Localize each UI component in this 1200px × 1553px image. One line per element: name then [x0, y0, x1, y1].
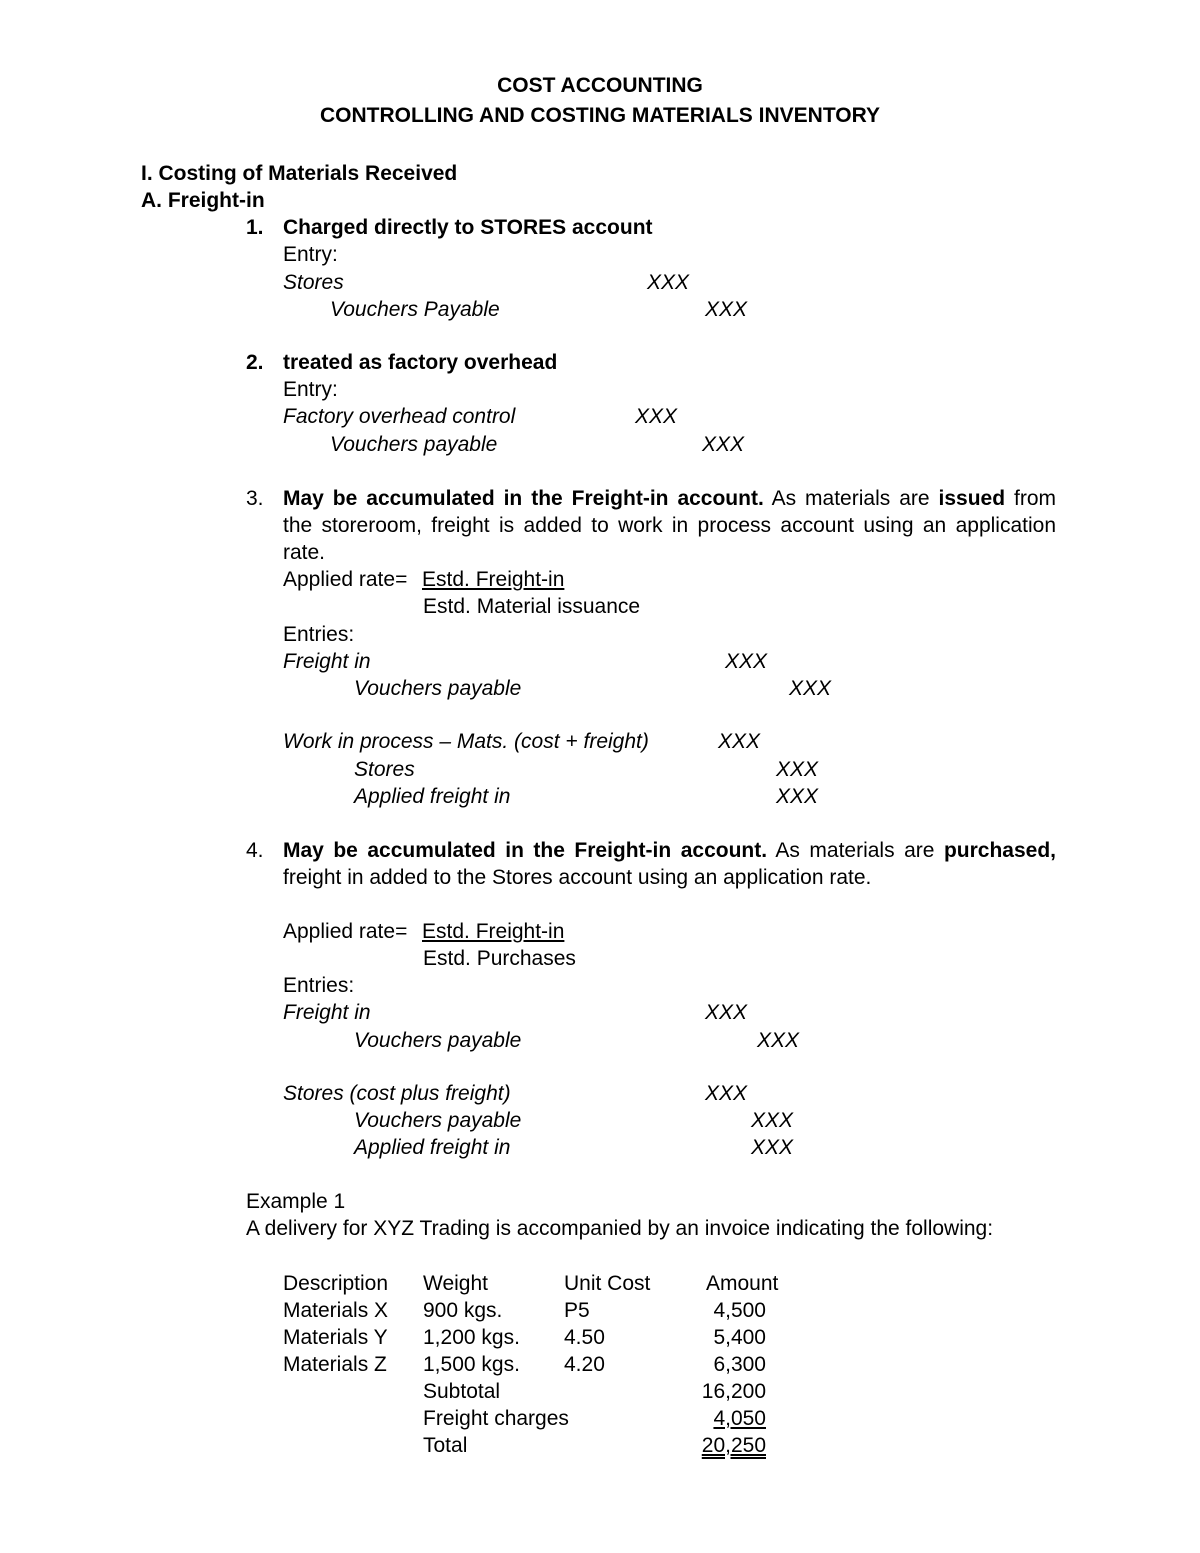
table-header-unit-cost: Unit Cost: [564, 1272, 651, 1295]
item3-rate-numerator: Estd. Freight-in: [422, 568, 565, 591]
table-cell: 5,400: [713, 1326, 766, 1349]
item3-e2-debit-account: Work in process – Mats. (cost + freight): [283, 730, 649, 753]
item4-e1-debit-amount: XXX: [705, 1001, 748, 1024]
item4-e2-credit2-amount: XXX: [751, 1136, 794, 1159]
item3-e1-debit-amount: XXX: [725, 650, 768, 673]
table-cell: P5: [564, 1299, 590, 1322]
table-cell: Materials Z: [283, 1353, 387, 1376]
item4-rate-label: Applied rate=: [283, 920, 408, 943]
table-header-amount: Amount: [706, 1272, 779, 1295]
item2-entry-label: Entry:: [283, 378, 338, 401]
item3-e2-credit1-account: Stores: [354, 758, 415, 781]
section-i-heading: I. Costing of Materials Received: [141, 162, 458, 185]
item3-e2-credit2-account: Applied freight in: [354, 785, 511, 808]
document-subtitle: CONTROLLING AND COSTING MATERIALS INVENTORY: [320, 104, 880, 127]
item1-credit-account: Vouchers Payable: [330, 298, 500, 321]
item3-rate-denominator: Estd. Material issuance: [423, 595, 641, 618]
item2-debit-amount: XXX: [635, 405, 678, 428]
item1-heading: Charged directly to STORES account: [283, 216, 653, 239]
table-cell: 4,500: [713, 1299, 766, 1322]
item3-e2-credit1-amount: XXX: [776, 758, 819, 781]
table-cell: 6,300: [713, 1353, 766, 1376]
section-a-heading: A. Freight-in: [141, 189, 265, 212]
item4-rate-denominator: Estd. Purchases: [423, 947, 576, 970]
item2-credit-account: Vouchers payable: [330, 433, 498, 456]
total-value: [666, 1432, 766, 1459]
item3-e2-debit-amount: XXX: [718, 730, 761, 753]
item3-bold-lead: May be accumulated in the Freight-in account.: [283, 487, 764, 510]
subtotal-label: Subtotal: [423, 1380, 501, 1403]
item3-text-a: As materials are: [763, 487, 939, 510]
item3-bold-issued: issued: [938, 487, 1006, 510]
freight-charges-amount: 4,050: [713, 1407, 766, 1430]
item4-text-a: As materials are: [767, 839, 944, 862]
item4-e2-debit-account: Stores (cost plus freight): [283, 1082, 511, 1105]
item1-entry-label: Entry:: [283, 243, 338, 266]
item2-number: 2.: [246, 351, 264, 374]
document-title: COST ACCOUNTING: [497, 74, 703, 97]
item3-e1-credit-account: Vouchers payable: [354, 677, 522, 700]
item3-e1-debit-account: Freight in: [283, 650, 371, 673]
item4-number: 4.: [246, 839, 264, 862]
item3-e2-credit2-amount: XXX: [776, 785, 819, 808]
table-cell: 4.50: [564, 1326, 605, 1349]
table-cell: 1,200 kgs.: [423, 1326, 520, 1349]
freight-charges-label: Freight charges: [423, 1407, 569, 1430]
item2-debit-account: Factory overhead control: [283, 405, 516, 428]
item3-rate-label: Applied rate=: [283, 568, 408, 591]
table-cell: 900 kgs.: [423, 1299, 503, 1322]
item1-credit-amount: XXX: [705, 298, 748, 321]
table-cell: 4.20: [564, 1353, 605, 1376]
table-header-description: Description: [283, 1272, 389, 1295]
item3-paragraph: [283, 485, 1056, 566]
freight-charges-value: [666, 1405, 766, 1432]
item4-rate-numerator: Estd. Freight-in: [422, 920, 565, 943]
item4-entries-label: Entries:: [283, 974, 355, 997]
item1-number: 1.: [246, 216, 264, 239]
item4-e2-credit2-account: Applied freight in: [354, 1136, 511, 1159]
table-cell: Materials X: [283, 1299, 389, 1322]
table-cell: Materials Y: [283, 1326, 388, 1349]
item1-debit-amount: XXX: [647, 271, 690, 294]
item4-e2-credit1-account: Vouchers payable: [354, 1109, 522, 1132]
table-header-weight: Weight: [423, 1272, 488, 1295]
item2-credit-amount: XXX: [702, 433, 745, 456]
item4-paragraph: [283, 837, 1056, 891]
example-label: Example 1: [246, 1190, 346, 1213]
item4-e1-credit-account: Vouchers payable: [354, 1029, 522, 1052]
item4-e1-debit-account: Freight in: [283, 1001, 371, 1024]
item4-bold-lead: May be accumulated in the Freight-in account.: [283, 839, 768, 862]
item2-heading: treated as factory overhead: [283, 351, 558, 374]
total-amount: 20,250: [701, 1434, 766, 1457]
example-intro: A delivery for XYZ Trading is accompanied by an invoice indicating the following:: [246, 1217, 994, 1240]
item4-e2-credit1-amount: XXX: [751, 1109, 794, 1132]
item3-e1-credit-amount: XXX: [789, 677, 832, 700]
item3-entries-label: Entries:: [283, 623, 355, 646]
subtotal-value: 16,200: [701, 1380, 766, 1403]
table-cell: 1,500 kgs.: [423, 1353, 520, 1376]
item4-e2-debit-amount: XXX: [705, 1082, 748, 1105]
item3-number: 3.: [246, 487, 264, 510]
item4-text-b: freight in added to the Stores account using an application rate.: [283, 866, 872, 889]
item4-e1-credit-amount: XXX: [757, 1029, 800, 1052]
item1-debit-account: Stores: [283, 271, 344, 294]
total-label: Total: [423, 1434, 468, 1457]
item4-bold-purchased: purchased,: [943, 839, 1056, 862]
item3-text-b: from the storeroom, freight is added to work in process account using an application rate.: [283, 487, 1057, 564]
